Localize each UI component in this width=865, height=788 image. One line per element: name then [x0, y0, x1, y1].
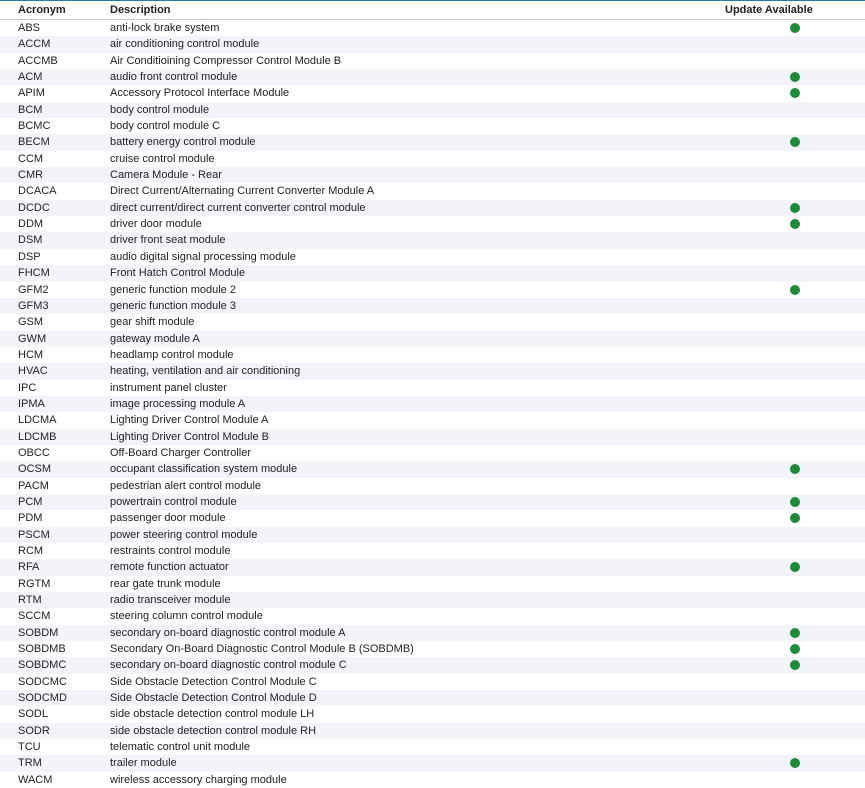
- acronym-cell: SODCMC: [18, 675, 67, 688]
- description-cell: air conditioning control module: [110, 38, 260, 51]
- acronym-cell: RTM: [18, 594, 42, 607]
- acronym-cell: PACM: [18, 479, 49, 492]
- table-body: [0, 20, 865, 788]
- table-row[interactable]: [0, 134, 865, 150]
- table-header: [0, 1, 865, 20]
- update-available-indicator-icon: [790, 628, 800, 638]
- acronym-cell: TCU: [18, 741, 41, 754]
- table-row[interactable]: [0, 543, 865, 559]
- description-cell: Direct Current/Alternating Current Converter Module A: [110, 185, 375, 198]
- acronym-cell: RCM: [18, 545, 44, 557]
- acronym-cell: BCMC: [18, 120, 51, 133]
- description-cell: generic function module 2: [110, 283, 236, 296]
- table-row[interactable]: [0, 20, 865, 36]
- table-row[interactable]: [0, 592, 865, 608]
- description-cell: powertrain control module: [110, 495, 237, 508]
- table-row[interactable]: [0, 723, 865, 739]
- table-row[interactable]: [0, 314, 865, 330]
- update-available-indicator-icon: [790, 513, 800, 523]
- description-cell: secondary on-board diagnostic control module C: [110, 659, 347, 672]
- table-row[interactable]: [0, 167, 865, 183]
- table-row[interactable]: [0, 69, 865, 85]
- acronym-cell: SODL: [18, 708, 48, 721]
- acronym-cell: SODCMD: [18, 692, 67, 705]
- table-row[interactable]: [0, 772, 865, 788]
- description-cell: remote function actuator: [110, 561, 229, 574]
- acronym-cell: PCM: [18, 495, 43, 508]
- update-available-indicator-icon: [790, 758, 800, 768]
- description-cell: cruise control module: [110, 152, 215, 165]
- update-available-indicator-icon: [790, 644, 800, 654]
- acronym-cell: TRM: [18, 757, 42, 770]
- table-row[interactable]: [0, 510, 865, 526]
- description-cell: steering column control module: [110, 610, 263, 623]
- description-cell: audio digital signal processing module: [110, 250, 296, 263]
- table-row[interactable]: [0, 331, 865, 347]
- update-available-indicator-icon: [790, 23, 800, 33]
- table-row[interactable]: [0, 151, 865, 167]
- acronym-cell: DCACA: [18, 185, 57, 198]
- table-row[interactable]: [0, 608, 865, 624]
- acronym-cell: CMR: [18, 169, 44, 182]
- description-cell: generic function module 3: [110, 299, 236, 312]
- table-row[interactable]: [0, 53, 865, 69]
- table-row[interactable]: [0, 216, 865, 232]
- acronym-cell: HCM: [18, 348, 44, 361]
- acronym-cell: IPMA: [18, 397, 45, 410]
- description-cell: audio front control module: [110, 71, 238, 84]
- description-cell: Air Conditioining Compressor Control Module B: [110, 54, 342, 67]
- description-cell: instrument panel cluster: [110, 381, 227, 394]
- table-row[interactable]: [0, 265, 865, 281]
- acronym-cell: APIM: [18, 87, 45, 100]
- acronym-cell: OCSM: [18, 463, 51, 476]
- table-row[interactable]: [0, 118, 865, 134]
- description-cell: battery energy control module: [110, 136, 256, 149]
- acronym-cell: DSM: [18, 234, 43, 247]
- description-cell: direct current/direct current converter control module: [110, 201, 366, 214]
- column-header-description[interactable]: Description: [110, 4, 171, 16]
- description-cell: occupant classification system module: [110, 463, 298, 476]
- acronym-cell: SODR: [18, 724, 50, 737]
- description-cell: rear gate trunk module: [110, 577, 221, 590]
- acronym-cell: GWM: [18, 332, 47, 345]
- table-row[interactable]: [0, 298, 865, 314]
- acronym-cell: WACM: [18, 773, 53, 786]
- acronym-cell: LDCMA: [18, 414, 57, 427]
- acronym-cell: ABS: [18, 22, 41, 34]
- acronym-cell: SCCM: [18, 610, 51, 623]
- update-available-indicator-icon: [790, 137, 800, 147]
- acronym-cell: DCDC: [18, 201, 50, 214]
- update-available-indicator-icon: [790, 660, 800, 670]
- acronym-cell: BCM: [18, 103, 43, 116]
- acronym-cell: IPC: [18, 381, 37, 394]
- table-row[interactable]: [0, 282, 865, 298]
- table-row[interactable]: [0, 347, 865, 363]
- update-available-indicator-icon: [790, 562, 800, 572]
- table-row[interactable]: [0, 739, 865, 755]
- acronym-cell: SOBDM: [18, 626, 59, 639]
- table-row[interactable]: [0, 494, 865, 510]
- description-cell: body control module C: [110, 120, 221, 133]
- description-cell: radio transceiver module: [110, 594, 231, 607]
- column-header-acronym[interactable]: Acronym: [18, 4, 66, 16]
- table-row[interactable]: [0, 461, 865, 477]
- description-cell: wireless accessory charging module: [110, 773, 287, 786]
- update-available-indicator-icon: [790, 219, 800, 229]
- update-available-indicator-icon: [790, 88, 800, 98]
- description-cell: driver front seat module: [110, 234, 226, 247]
- description-cell: image processing module A: [110, 397, 246, 410]
- table-row[interactable]: [0, 36, 865, 52]
- description-cell: driver door module: [110, 218, 202, 231]
- acronym-cell: DDM: [18, 218, 44, 231]
- description-cell: Side Obstacle Detection Control Module C: [110, 675, 317, 688]
- description-cell: Secondary On-Board Diagnostic Control Module B (SOBDMB): [110, 643, 414, 656]
- table-row[interactable]: [0, 102, 865, 118]
- table-row[interactable]: [0, 706, 865, 722]
- acronym-cell: LDCMB: [18, 430, 57, 443]
- acronym-cell: BECM: [18, 136, 50, 149]
- acronym-cell: OBCC: [18, 446, 50, 459]
- table-row[interactable]: [0, 674, 865, 690]
- table-row[interactable]: [0, 85, 865, 101]
- table-row[interactable]: [0, 690, 865, 706]
- description-cell: pedestrian alert control module: [110, 479, 262, 492]
- description-cell: Front Hatch Control Module: [110, 267, 246, 280]
- update-available-indicator-icon: [790, 285, 800, 295]
- table-row[interactable]: [0, 478, 865, 494]
- column-header-update-available[interactable]: Update Available: [725, 4, 813, 16]
- table-row[interactable]: [0, 183, 865, 199]
- table-row[interactable]: [0, 363, 865, 379]
- update-available-indicator-icon: [790, 203, 800, 213]
- table-row[interactable]: [0, 657, 865, 673]
- description-cell: telematic control unit module: [110, 741, 251, 754]
- table-row[interactable]: [0, 249, 865, 265]
- description-cell: Camera Module - Rear: [110, 169, 222, 182]
- update-available-indicator-icon: [790, 464, 800, 474]
- table-row[interactable]: [0, 755, 865, 771]
- description-cell: Off-Board Charger Controller: [110, 446, 252, 459]
- acronym-cell: GSM: [18, 316, 44, 329]
- table-row[interactable]: [0, 625, 865, 641]
- table-row[interactable]: [0, 641, 865, 657]
- table-row[interactable]: [0, 445, 865, 461]
- update-available-indicator-icon: [790, 72, 800, 82]
- acronym-cell: GFM3: [18, 299, 49, 312]
- acronym-cell: RFA: [18, 561, 40, 574]
- acronym-cell: GFM2: [18, 283, 49, 296]
- description-cell: side obstacle detection control module RH: [110, 724, 317, 737]
- table-row[interactable]: [0, 380, 865, 396]
- acronym-cell: FHCM: [18, 267, 50, 280]
- description-cell: body control module: [110, 103, 210, 116]
- description-cell: heating, ventilation and air conditioning: [110, 365, 301, 378]
- table-row[interactable]: [0, 232, 865, 248]
- table-row[interactable]: [0, 559, 865, 575]
- acronym-cell: RGTM: [18, 577, 51, 590]
- update-available-indicator-icon: [790, 497, 800, 507]
- description-cell: Lighting Driver Control Module B: [110, 430, 269, 443]
- description-cell: side obstacle detection control module LH: [110, 708, 315, 721]
- table-row[interactable]: [0, 200, 865, 216]
- acronym-cell: DSP: [18, 250, 41, 263]
- acronym-cell: SOBDMB: [18, 643, 66, 656]
- acronym-cell: ACCMB: [18, 54, 58, 67]
- acronym-cell: SOBDMC: [18, 659, 67, 672]
- description-cell: headlamp control module: [110, 348, 234, 361]
- description-cell: Side Obstacle Detection Control Module D: [110, 692, 317, 705]
- description-cell: passenger door module: [110, 512, 226, 525]
- description-cell: secondary on-board diagnostic control module A: [110, 626, 346, 639]
- description-cell: Lighting Driver Control Module A: [110, 414, 269, 427]
- table-row[interactable]: [0, 396, 865, 412]
- description-cell: power steering control module: [110, 528, 258, 541]
- acronym-cell: CCM: [18, 152, 44, 165]
- acronym-cell: PDM: [18, 512, 43, 525]
- table-row[interactable]: [0, 429, 865, 445]
- table-row[interactable]: [0, 527, 865, 543]
- acronym-cell: ACCM: [18, 38, 51, 51]
- description-cell: gateway module A: [110, 332, 200, 345]
- description-cell: anti-lock brake system: [110, 22, 220, 34]
- table-row[interactable]: [0, 412, 865, 428]
- description-cell: Accessory Protocol Interface Module: [110, 87, 290, 100]
- description-cell: trailer module: [110, 757, 177, 770]
- acronym-cell: HVAC: [18, 365, 48, 378]
- acronym-cell: ACM: [18, 71, 43, 84]
- acronym-cell: PSCM: [18, 528, 50, 541]
- description-cell: gear shift module: [110, 316, 195, 329]
- description-cell: restraints control module: [110, 545, 231, 557]
- table-row[interactable]: [0, 576, 865, 592]
